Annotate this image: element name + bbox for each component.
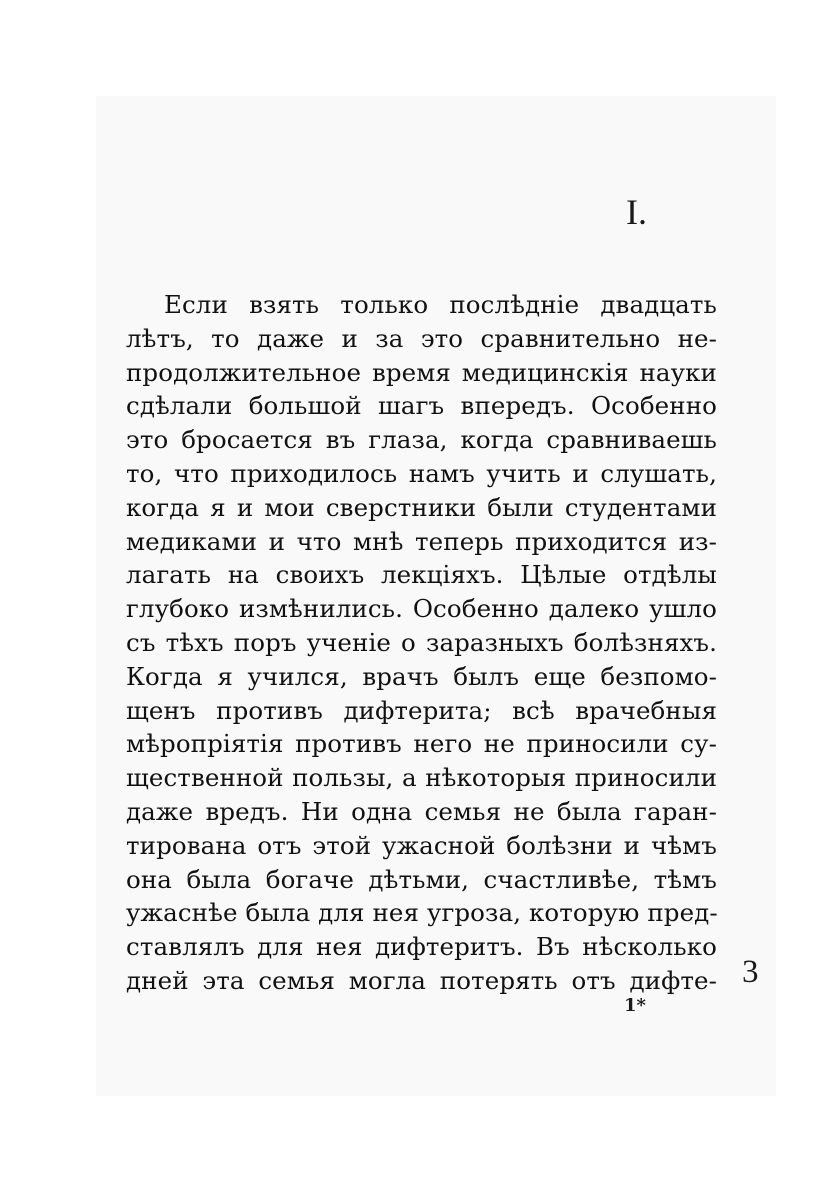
signature-mark: 1* [624,995,646,1016]
text-line: то, что приходилось намъ учить и слушать, [126,458,717,488]
text-line: Когда я учился, врачъ былъ еще безпомо- [126,661,717,691]
text-line: глубоко измѣнились. Особенно далеко ушло [126,594,717,624]
text-line: мѣропріятія противъ него не приносили су- [126,729,717,759]
text-line: лѣтъ, то даже и за это сравнительно не- [126,323,717,353]
text-line: даже вредъ. Ни одна семья не была гаран- [126,796,717,826]
text-line: она была богаче дѣтьми, счастливѣе, тѣмъ [126,864,717,894]
text-line: щественной пользы, а нѣкоторыя приносили [126,763,717,793]
text-line: съ тѣхъ поръ ученіе о заразныхъ болѣзняхъ. [126,627,717,657]
text-line: ставлялъ для нея дифтеритъ. Въ нѣсколько [126,932,717,962]
text-line: это бросается въ глаза, когда сравниваешь [126,425,717,455]
text-line: продолжительное время медицинскія науки [126,357,717,387]
page-number: 3 [742,954,759,990]
text-line: лагать на своихъ лекціяхъ. Цѣлые отдѣлы [126,560,717,590]
text-line: когда я и мои сверстники были студентами [126,492,717,522]
text-line: сдѣлали большой шагъ впередъ. Особенно [126,391,717,421]
chapter-number: I. [626,192,647,232]
text-line: дней эта семья могла потерять отъ дифте- [126,965,717,995]
text-line: Если взять только послѣдніе двадцать [164,290,717,319]
text-line: медиками и что мнѣ теперь приходится из- [126,526,717,556]
text-line: ужаснѣе была для нея угроза, которую пред- [126,898,718,928]
body-paragraph [126,288,717,998]
text-line: щенъ противъ дифтерита; всѣ врачебныя [126,695,717,725]
text-line: тирована отъ этой ужасной болѣзни и чѣмъ [126,830,717,860]
